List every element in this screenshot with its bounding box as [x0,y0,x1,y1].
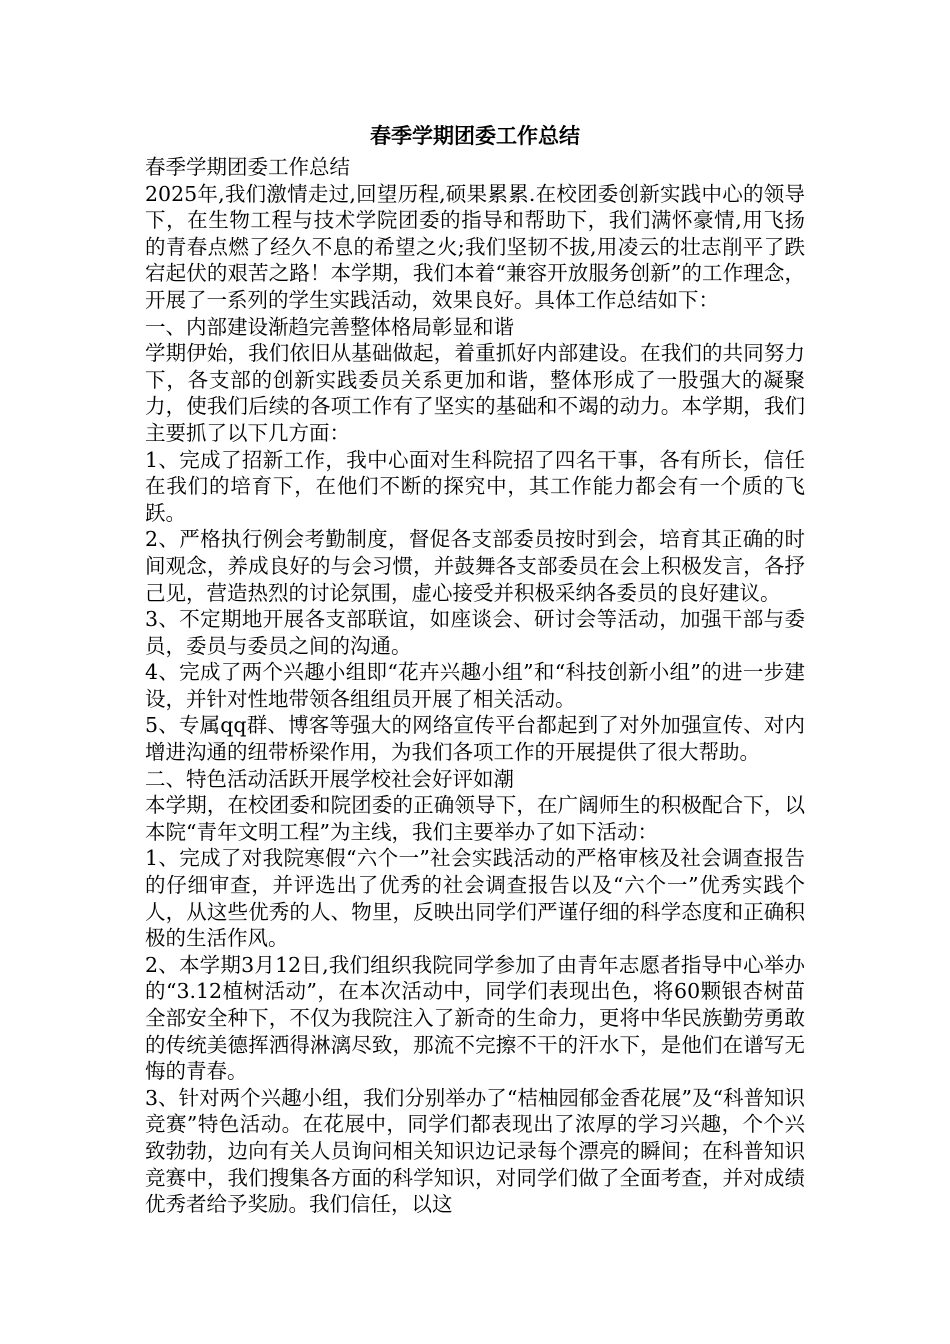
section-2-item-2: 2、本学期3月12日,我们组织我院同学参加了由青年志愿者指导中心举办的“3.12植树活动”，在本次活动中，同学们表现出色，将60颗银杏树苗全部安全种下，不仅为我院注入了新奇的生命力，更将中华民族勤劳勇敢的传统美德挥洒得淋漓尽致，那流不完擦不干的汗水下，是他们在谱写无悔的青春。 [145,952,805,1084]
intro-paragraph: 2025年,我们激情走过,回望历程,硕果累累.在校团委创新实践中心的领导下，在生物工程与技术学院团委的指导和帮助下，我们满怀豪情,用飞扬的青春点燃了经久不息的希望之火;我们坚韧不拔,用凌云的壮志削平了跌宕起伏的艰苦之路！本学期，我们本着“兼容开放服务创新”的工作理念，开展了一系列的学生实践活动，效果良好。具体工作总结如下： [145,181,805,312]
section-1-item-4: 4、完成了两个兴趣小组即“花卉兴趣小组”和“科技创新小组”的进一步建设，并针对性地带领各组组员开展了相关活动。 [145,660,805,711]
section-1-intro: 学期伊始，我们依旧从基础做起，着重抓好内部建设。在我们的共同努力下，各支部的创新实践委员关系更加和谐，整体形成了一股强大的凝聚力，使我们后续的各项工作有了坚实的基础和不竭的动力。本学期，我们主要抓了以下几方面： [145,341,805,445]
section-heading-2: 二、特色活动活跃开展学校社会好评如潮 [145,766,514,791]
document-title: 春季学期团委工作总结 [370,124,580,148]
section-1-item-5: 5、专属qq群、博客等强大的网络宣传平台都起到了对外加强宣传、对内增进沟通的纽带桥梁作用，为我们各项工作的开展提供了很大帮助。 [145,713,805,765]
section-2-intro: 本学期，在校团委和院团委的正确领导下，在广阔师生的积极配合下，以本院“青年文明工程”为主线，我们主要举办了如下活动： [145,793,805,844]
section-1-item-3: 3、不定期地开展各支部联谊，如座谈会、研讨会等活动，加强干部与委员，委员与委员之间的沟通。 [145,607,805,658]
section-2-item-3: 3、针对两个兴趣小组，我们分别举办了“桔柚园郁金香花展”及“科普知识竞赛”特色活动。在花展中，同学们都表现出了浓厚的学习兴趣，个个兴致勃勃，边向有关人员询问相关知识边记录每个漂亮的瞬间；在科普知识竞赛中，我们搜集各方面的科学知识，对同学们做了全面考查，并对成绩优秀者给予奖励。我们信任，以这 [145,1085,805,1217]
document-subtitle: 春季学期团委工作总结 [145,155,350,179]
section-heading-1: 一、内部建设渐趋完善整体格局彰显和谐 [145,314,514,339]
section-1-item-1: 1、完成了招新工作，我中心面对生科院招了四名干事，各有所长，信任在我们的培育下，在他们不断的探究中，其工作能力都会有一个质的飞跃。 [145,447,805,525]
section-2-item-1: 1、完成了对我院寒假“六个一”社会实践活动的严格审核及社会调查报告的仔细审查，并评选出了优秀的社会调查报告以及“六个一”优秀实践个人，从这些优秀的人、物里，反映出同学们严谨仔细的科学态度和正确积极的生活作风。 [145,846,805,951]
document-page [145,118,805,1218]
section-1-item-2: 2、严格执行例会考勤制度，督促各支部委员按时到会，培育其正确的时间观念，养成良好的与会习惯，并鼓舞各支部委员在会上积极发言，各抒己见，营造热烈的讨论氛围，虚心接受并积极采纳各委员的良好建议。 [145,527,805,605]
